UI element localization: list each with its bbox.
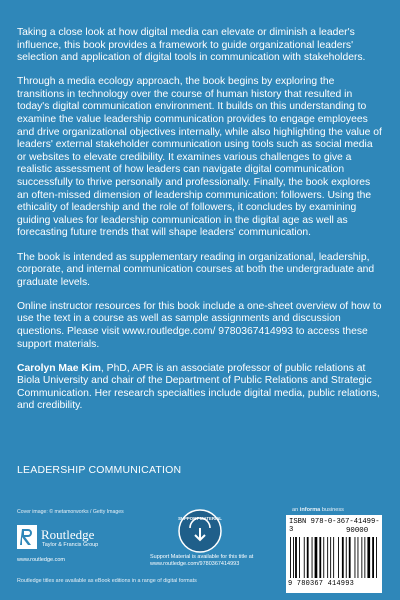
informa-prefix: an <box>292 507 300 513</box>
blurb-paragraph-3: The book is intended as supplementary reading in organizational, leadership, corporate, and internal communication courses at both the undergraduate and graduate levels. <box>17 251 375 288</box>
support-text-line-1: Support Material is available for this title at <box>150 554 254 560</box>
ebook-footer-note: Routledge titles are available as eBook editions in a range of digital formats <box>17 578 197 584</box>
isbn-barcode <box>286 515 382 593</box>
support-text-link: www.routledge.com/9780367414993 <box>150 560 240 567</box>
cover-image-credit: Cover image: © metamorworks / Getty Images <box>17 509 124 515</box>
publisher-name: Routledge <box>41 527 95 542</box>
price-code: 90000 <box>346 527 369 535</box>
publisher-group: Taylor & Francis Group <box>42 542 99 548</box>
blurb-paragraph-1: Taking a close look at how digital media can elevate or diminish a leader's influence, this book provides a framework to guide organizational leaders' selection and application of digital tools in communication with stakeholders. <box>17 27 366 64</box>
author-bio-paragraph <box>17 363 383 413</box>
blurb-paragraph-2: Through a media ecology approach, the book begins by exploring the transitions in technology over the course of human history that resulted in today's digital communication environment. It builds on this understanding to examine the value leadership communication provides to engage employees and drive organizational objectives internally, while also highlighting the value of leaders' external stakeholder communication using tools such as social media or websites to elevate credibility. It examines various challenges to give a realistic assessment of how leaders can navigate digital communication successfully to thrive personally and professionally. Finally, the book explores an often-missed dimension of leadership communication: followers. Using the ethicality of leadership and the role of followers, it concludes by examining guiding values for leadership communication in the digital age as well as forecasting future trends that will shape leaders' communication. <box>17 76 382 239</box>
support-material-text <box>150 554 280 567</box>
support-badge-text: SUPPORT MATERIAL <box>178 516 222 521</box>
informa-brand: informa <box>299 507 321 513</box>
author-bio: , PhD, APR is an associate professor of public relations at Biola University and chair of the Department of Public Relations and Strategic Communication. Her research specialties include digital media, public relations, and credibility. <box>17 362 380 412</box>
informa-business-tag <box>292 507 344 513</box>
support-material-icon <box>173 508 227 554</box>
informa-suffix: business <box>320 507 344 513</box>
routledge-r-icon <box>17 525 37 549</box>
blurb-paragraph-4: Online instructor resources for this book include a one-sheet overview of how to use the text in a course as well as sample assignments and discussion questions. Please visit www.routledge.com/ 9780367414993 to access these support materials. <box>17 300 382 350</box>
isbn-number: ISBN 978-0-367-41499-3 <box>289 518 380 534</box>
publisher-url: www.routledge.com <box>17 557 65 563</box>
author-name: Carolyn Mae Kim <box>17 362 101 374</box>
ean-digits: 9 780367 414993 <box>288 580 355 588</box>
support-material-badge <box>173 508 227 559</box>
back-cover-blurb <box>17 27 383 425</box>
barcode-bars <box>289 537 379 580</box>
category-label: LEADERSHIP COMMUNICATION <box>17 464 182 476</box>
